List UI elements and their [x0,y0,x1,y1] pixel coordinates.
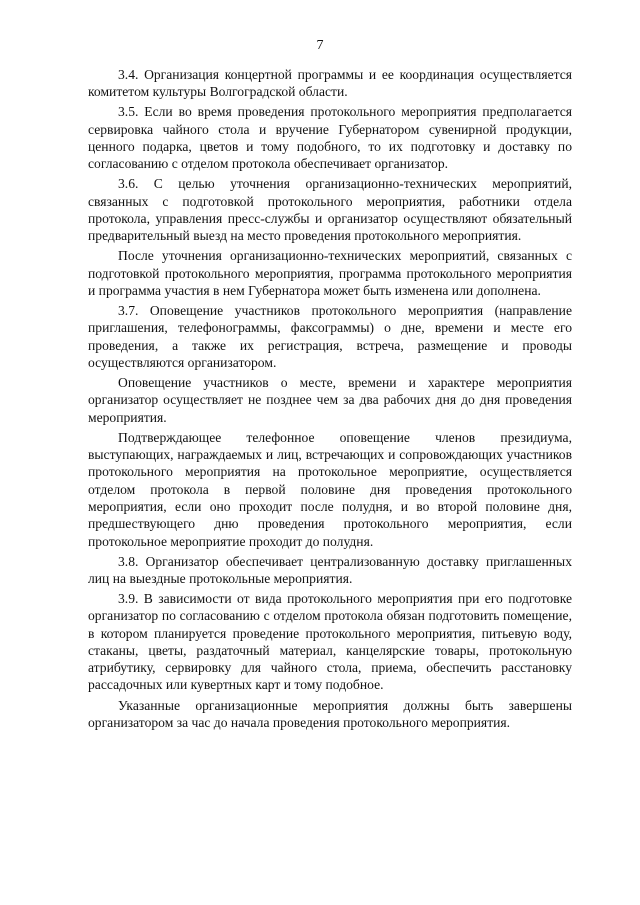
paragraph-3-5: 3.5. Если во время проведения протокольного мероприятия предполагается сервировка чайного стола и вручение Губернатором сувенирной продукции, ценного подарка, цветов и тому подобного, то их подготовку и доставку по согласованию с отделом протокола обеспечивает организатор. [88,104,572,172]
paragraph-confirming-call: Подтверждающее телефонное оповещение членов президиума, выступающих, награждаемых и лиц, встречающих и сопровождающих участников протокольного мероприятия на протокольное мероприятие, осуществляется отделом протокола в первой половине дня проведения протокольного мероприятия, если оно проходит после полудня, и во второй половине дня, предшествующего дню проведения протокольного мероприятия, если протокольное мероприятие проходит до полудня. [88,429,572,549]
paragraph-after-clarification: После уточнения организационно-технических мероприятий, связанных с подготовкой протокольного мероприятия, программа протокольного мероприятия и программа участия в нем Губернатора может быть изменена или дополнена. [88,248,572,298]
paragraph-3-7: 3.7. Оповещение участников протокольного мероприятия (направление приглашения, телефонограммы, факсограммы) о дне, времени и месте его проведения, а также их регистрация, встреча, размещение и проводы осуществляются организатором. [88,303,572,370]
document-body [88,66,572,734]
paragraph-3-4: 3.4. Организация концертной программы и ее координация осуществляется комитетом культуры Волгоградской области. [88,67,572,100]
paragraph-3-9: 3.9. В зависимости от вида протокольного мероприятия при его подготовке организатор по согласованию с отделом протокола обязан подготовить помещение, в котором планируется проведение протокольного мероприятия, питьевую воду, стаканы, цветы, раздаточный материал, канцелярские товары, протокольную атрибутику, сервировку для чайного стола, приема, обеспечить расстановку рассадочных или кувертных карт и тому подобное. [88,590,572,693]
paragraph-3-6: 3.6. С целью уточнения организационно-технических мероприятий, связанных с подготовкой протокольного мероприятия, работники отдела протокола, управления пресс-службы и организатор осуществляют обязательный предварительный выезд на место проведения протокольного мероприятия. [88,176,572,244]
paragraph-3-8: 3.8. Организатор обеспечивает централизованную доставку приглашенных лиц на выездные протокольные мероприятия. [88,553,572,586]
page-number: 7 [316,38,324,53]
paragraph-completion: Указанные организационные мероприятия должны быть завершены организатором за час до начала проведения протокольного мероприятия. [88,697,572,730]
paragraph-notification-timing: Оповещение участников о месте, времени и характере мероприятия организатор осуществляет не позднее чем за два рабочих дня до дня проведения мероприятия. [88,375,572,425]
